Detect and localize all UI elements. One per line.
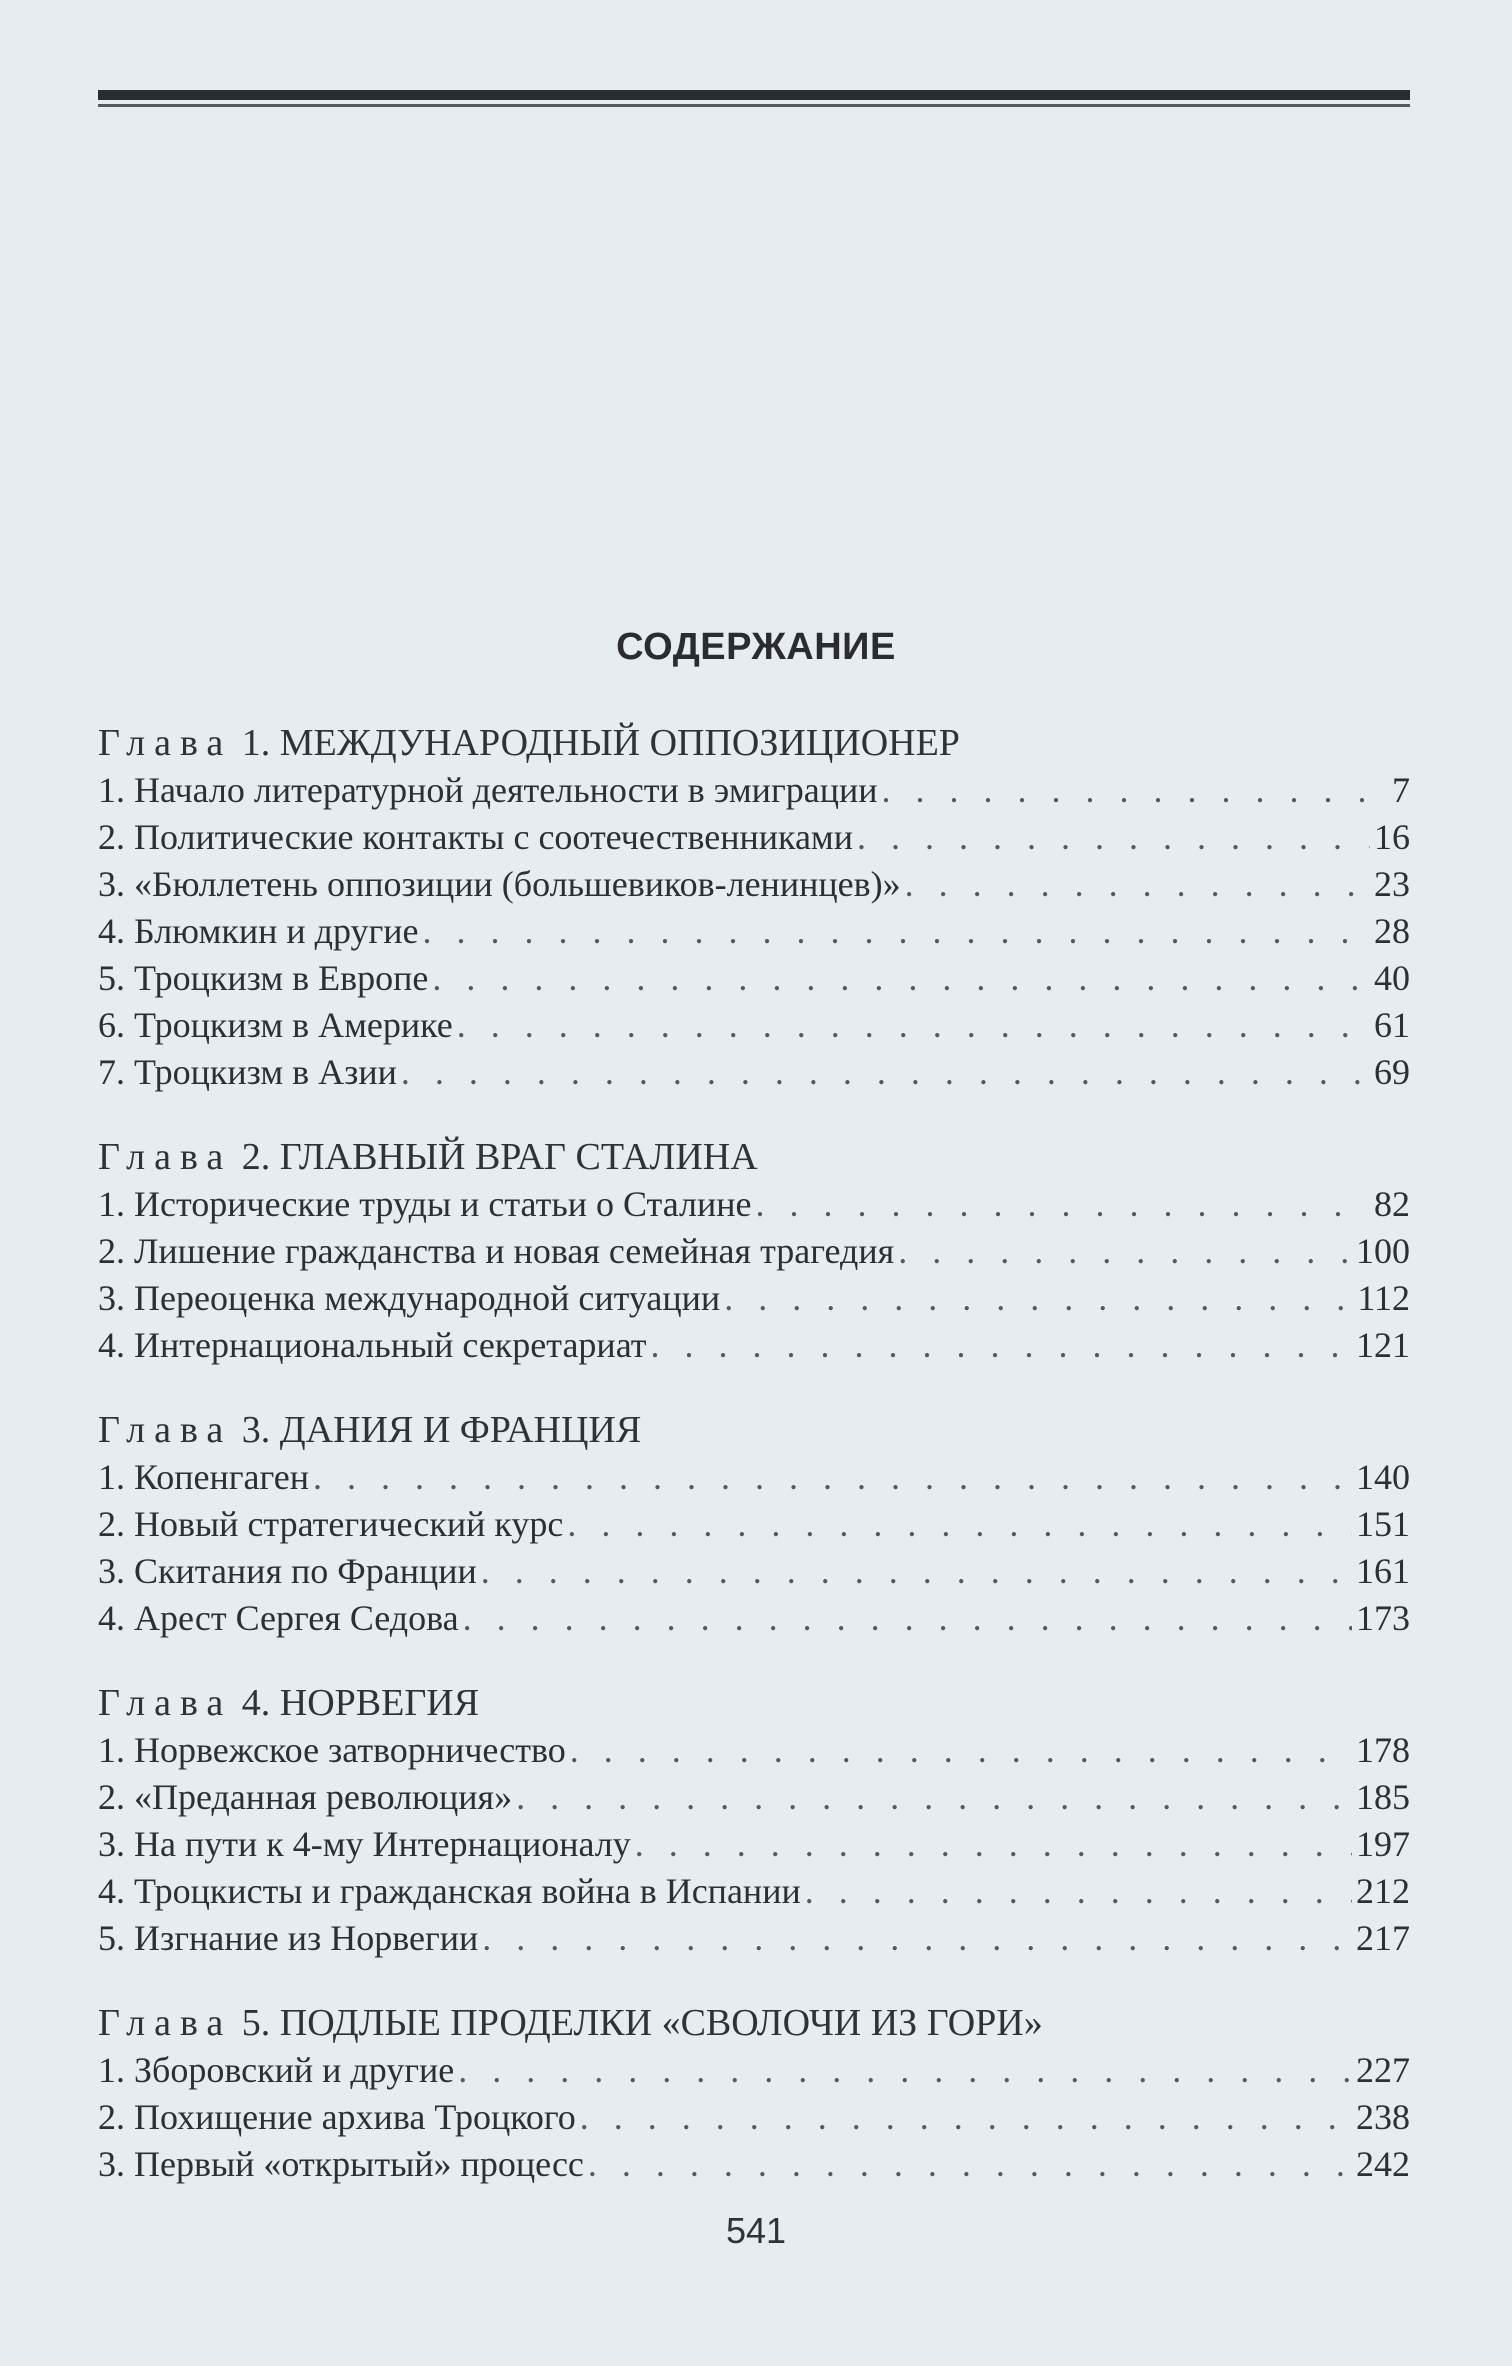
dot-leader xyxy=(898,1228,1352,1275)
toc-entry[interactable] xyxy=(98,1774,1410,1821)
toc-entry-title: 4. Блюмкин и другие xyxy=(98,911,419,951)
chapter-heading xyxy=(98,1407,1410,1454)
dot-leader xyxy=(458,2047,1352,2094)
toc-entry[interactable] xyxy=(98,2094,1410,2141)
toc-entry[interactable] xyxy=(98,1548,1410,1595)
dot-leader xyxy=(857,814,1370,861)
chapter-heading xyxy=(98,1680,1410,1727)
toc-entry-title: 1. Начало литературной деятельности в эмиграции xyxy=(98,770,878,810)
toc-entry-page: 82 xyxy=(1374,1184,1410,1224)
toc-entry-page: 69 xyxy=(1374,1052,1410,1092)
dot-leader xyxy=(567,1501,1352,1548)
chapter-label: Глава xyxy=(98,1409,233,1451)
toc-entry-title: 1. Норвежское затворничество xyxy=(98,1730,566,1770)
toc-entry[interactable] xyxy=(98,1002,1410,1049)
toc-entry-title: 4. Интернациональный секретариат xyxy=(98,1325,647,1365)
dot-leader xyxy=(650,1322,1352,1369)
dot-leader xyxy=(905,861,1370,908)
toc-entry-page: 178 xyxy=(1356,1730,1410,1770)
toc-entry[interactable] xyxy=(98,767,1410,814)
chapter-title: 1. МЕЖДУНАРОДНЫЙ ОППОЗИЦИОНЕР xyxy=(241,722,960,764)
chapter-label: Глава xyxy=(98,1682,233,1724)
page-number: 541 xyxy=(725,2210,787,2251)
toc-entry[interactable] xyxy=(98,2141,1410,2188)
dot-leader xyxy=(481,1548,1352,1595)
toc-entry-page: 112 xyxy=(1357,1278,1410,1318)
chapter-heading xyxy=(98,720,1410,767)
chapter-label: Глава xyxy=(98,2002,233,2044)
toc-entry-page: 7 xyxy=(1392,770,1410,810)
chapter-title: 3. ДАНИЯ И ФРАНЦИЯ xyxy=(241,1409,642,1451)
toc-entry[interactable] xyxy=(98,1275,1410,1322)
dot-leader xyxy=(724,1275,1353,1322)
toc-entry[interactable] xyxy=(98,1595,1410,1642)
dot-leader xyxy=(580,2094,1352,2141)
toc-entry-title: 5. Троцкизм в Европе xyxy=(98,958,429,998)
toc-entry-page: 212 xyxy=(1356,1871,1410,1911)
chapter-label: Глава xyxy=(98,722,233,764)
toc-entry-page: 23 xyxy=(1374,864,1410,904)
table-of-contents xyxy=(98,720,1410,2226)
toc-entry-title: 2. Лишение гражданства и новая семейная трагедия xyxy=(98,1231,895,1271)
toc-entry-page: 151 xyxy=(1356,1504,1410,1544)
chapter-section xyxy=(98,1407,1410,1642)
toc-entry-title: 2. Новый стратегический курс xyxy=(98,1504,564,1544)
toc-entry[interactable] xyxy=(98,1727,1410,1774)
dot-leader xyxy=(401,1049,1370,1096)
toc-entry-title: 5. Изгнание из Норвегии xyxy=(98,1918,479,1958)
dot-leader xyxy=(313,1454,1352,1501)
toc-entry-page: 61 xyxy=(1374,1005,1410,1045)
toc-entry[interactable] xyxy=(98,1322,1410,1369)
chapter-title: 4. НОРВЕГИЯ xyxy=(241,1682,480,1724)
toc-entry-page: 227 xyxy=(1356,2050,1410,2090)
chapter-section xyxy=(98,720,1410,1096)
toc-entry-page: 161 xyxy=(1356,1551,1410,1591)
toc-entry-page: 121 xyxy=(1356,1325,1410,1365)
chapter-section xyxy=(98,1134,1410,1369)
toc-entry-title: 4. Троцкисты и гражданская война в Испании xyxy=(98,1871,801,1911)
dot-leader xyxy=(805,1868,1352,1915)
toc-entry[interactable] xyxy=(98,1501,1410,1548)
toc-entry-page: 217 xyxy=(1356,1918,1410,1958)
toc-entry-page: 173 xyxy=(1356,1598,1410,1638)
toc-entry-title: 2. «Преданная революция» xyxy=(98,1777,513,1817)
toc-entry-title: 2. Политические контакты с соотечественниками xyxy=(98,817,853,857)
toc-entry-page: 28 xyxy=(1374,911,1410,951)
toc-entry-title: 3. Первый «открытый» процесс xyxy=(98,2144,584,2184)
toc-entry[interactable] xyxy=(98,861,1410,908)
toc-entry-page: 242 xyxy=(1356,2144,1410,2184)
toc-entry-page: 185 xyxy=(1356,1777,1410,1817)
toc-entry[interactable] xyxy=(98,1868,1410,1915)
toc-entry-page: 238 xyxy=(1356,2097,1410,2137)
dot-leader xyxy=(457,1002,1370,1049)
toc-entry-title: 6. Троцкизм в Америке xyxy=(98,1005,453,1045)
top-rule-thick xyxy=(98,90,1410,100)
dot-leader xyxy=(635,1821,1352,1868)
toc-entry-title: 7. Троцкизм в Азии xyxy=(98,1052,397,1092)
toc-entry[interactable] xyxy=(98,955,1410,1002)
dot-leader xyxy=(588,2141,1352,2188)
toc-entry[interactable] xyxy=(98,1181,1410,1228)
toc-entry[interactable] xyxy=(98,1228,1410,1275)
toc-entry[interactable] xyxy=(98,814,1410,861)
toc-entry-title: 4. Арест Сергея Седова xyxy=(98,1598,459,1638)
toc-entry[interactable] xyxy=(98,1454,1410,1501)
dot-leader xyxy=(516,1774,1352,1821)
toc-entry-title: 3. Переоценка международной ситуации xyxy=(98,1278,721,1318)
chapter-heading xyxy=(98,2000,1410,2047)
toc-entry[interactable] xyxy=(98,1821,1410,1868)
toc-entry-page: 16 xyxy=(1374,817,1410,857)
chapter-section xyxy=(98,2000,1410,2188)
toc-entry[interactable] xyxy=(98,1049,1410,1096)
dot-leader xyxy=(482,1915,1352,1962)
chapter-heading xyxy=(98,1134,1410,1181)
chapter-title: 2. ГЛАВНЫЙ ВРАГ СТАЛИНА xyxy=(241,1136,758,1178)
toc-entry[interactable] xyxy=(98,908,1410,955)
dot-leader xyxy=(570,1727,1352,1774)
dot-leader xyxy=(755,1181,1370,1228)
dot-leader xyxy=(463,1595,1352,1642)
toc-entry-page: 197 xyxy=(1356,1824,1410,1864)
chapter-title: 5. ПОДЛЫЕ ПРОДЕЛКИ «СВОЛОЧИ ИЗ ГОРИ» xyxy=(241,2002,1043,2044)
toc-entry-title: 1. Копенгаген xyxy=(98,1457,310,1497)
toc-entry-title: 3. «Бюллетень оппозиции (большевиков-ленинцев)» xyxy=(98,864,901,904)
dot-leader xyxy=(432,955,1370,1002)
toc-entry-title: 1. Исторические труды и статьи о Сталине xyxy=(98,1184,752,1224)
dot-leader xyxy=(423,908,1370,955)
toc-entry[interactable] xyxy=(98,2047,1410,2094)
toc-entry-page: 100 xyxy=(1356,1231,1410,1271)
toc-entry-title: 2. Похищение архива Троцкого xyxy=(98,2097,576,2137)
page-title: СОДЕРЖАНИЕ xyxy=(616,626,896,668)
toc-entry-page: 140 xyxy=(1356,1457,1410,1497)
chapter-label: Глава xyxy=(98,1136,233,1178)
top-rule-thin xyxy=(98,104,1410,107)
dot-leader xyxy=(881,767,1388,814)
toc-entry-title: 3. Скитания по Франции xyxy=(98,1551,477,1591)
chapter-section xyxy=(98,1680,1410,1962)
toc-entry-title: 1. Зборовский и другие xyxy=(98,2050,455,2090)
toc-entry-title: 3. На пути к 4-му Интернационалу xyxy=(98,1824,631,1864)
toc-entry-page: 40 xyxy=(1374,958,1410,998)
toc-entry[interactable] xyxy=(98,1915,1410,1962)
